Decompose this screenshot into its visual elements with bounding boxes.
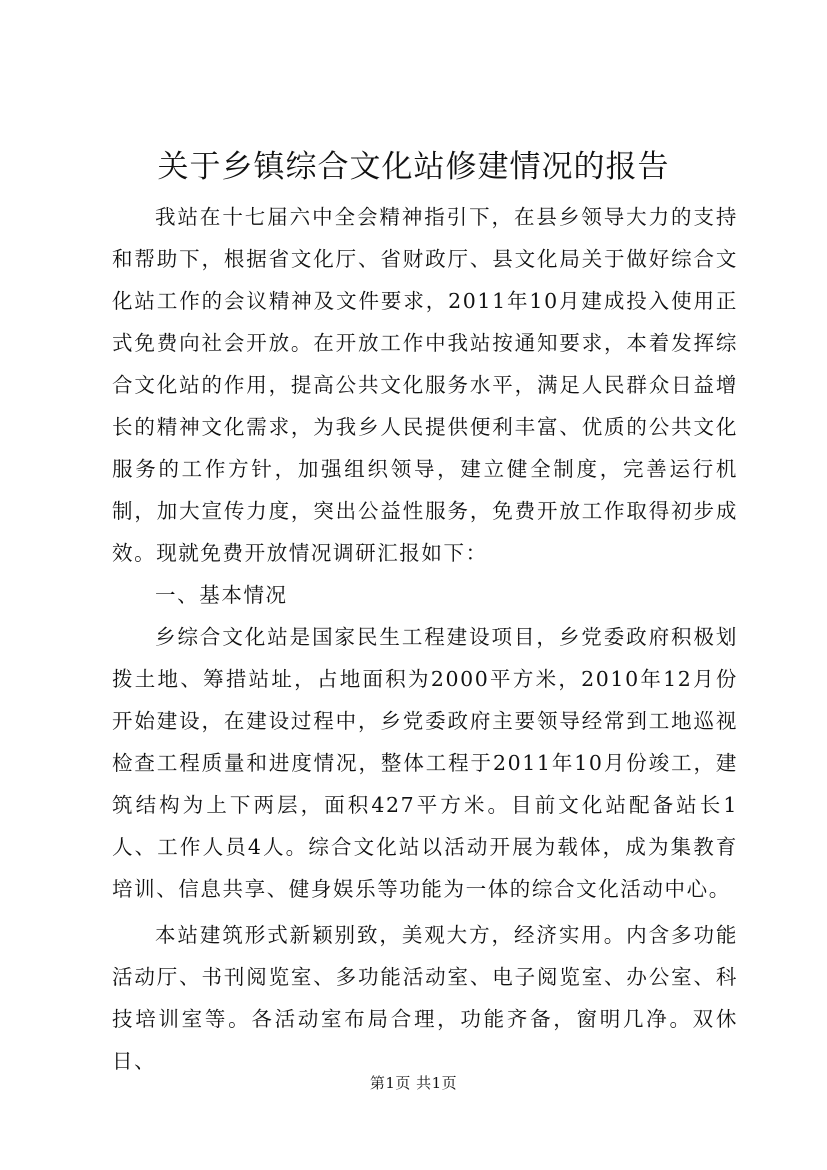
paragraph-intro: 我站在十七届六中全会精神指引下，在县乡领导大力的支持和帮助下，根据省文化厅、省财政厅、县文化局关于做好综合文化站工作的会议精神及文件要求，2011年10月建成投入使用正式免费向社会开放。在开放工作中我站按通知要求，本着发挥综合文化站的作用，提高公共文化服务水平，满足人民群众日益增长的精神文化需求，为我乡人民提供便利丰富、优质的公共文化服务的工作方针，加强组织领导，建立健全制度，完善运行机制，加大宣传力度，突出公益性服务，免费开放工作取得初步成效。现就免费开放情况调研汇报如下： xyxy=(112,205,738,565)
document-body xyxy=(112,196,738,1082)
paragraph-basic-situation: 乡综合文化站是国家民生工程建设项目，乡党委政府积极划拨土地、筹措站址，占地面积为2000平方米，2010年12月份开始建设，在建设过程中，乡党委政府主要领导经常到工地巡视检查工程质量和进度情况，整体工程于2011年10月份竣工，建筑结构为上下两层，面积427平方米。目前文化站配备站长1人、工作人员4人。综合文化站以活动开展为载体，成为集教育培训、信息共享、健身娱乐等功能为一体的综合文化活动中心。 xyxy=(112,625,738,901)
paragraph-building-description: 本站建筑形式新颖别致，美观大方，经济实用。内含多功能活动厅、书刊阅览室、多功能活动室、电子阅览室、办公室、科技培训室等。各活动室布局合理，功能齐备，窗明几净。双休日、 xyxy=(112,923,738,1073)
section-heading-basic-situation: 一、基本情况 xyxy=(155,583,288,607)
page-footer: 第1页 共1页 xyxy=(369,1074,458,1092)
document-title: 关于乡镇综合文化站修建情况的报告 xyxy=(157,149,670,185)
